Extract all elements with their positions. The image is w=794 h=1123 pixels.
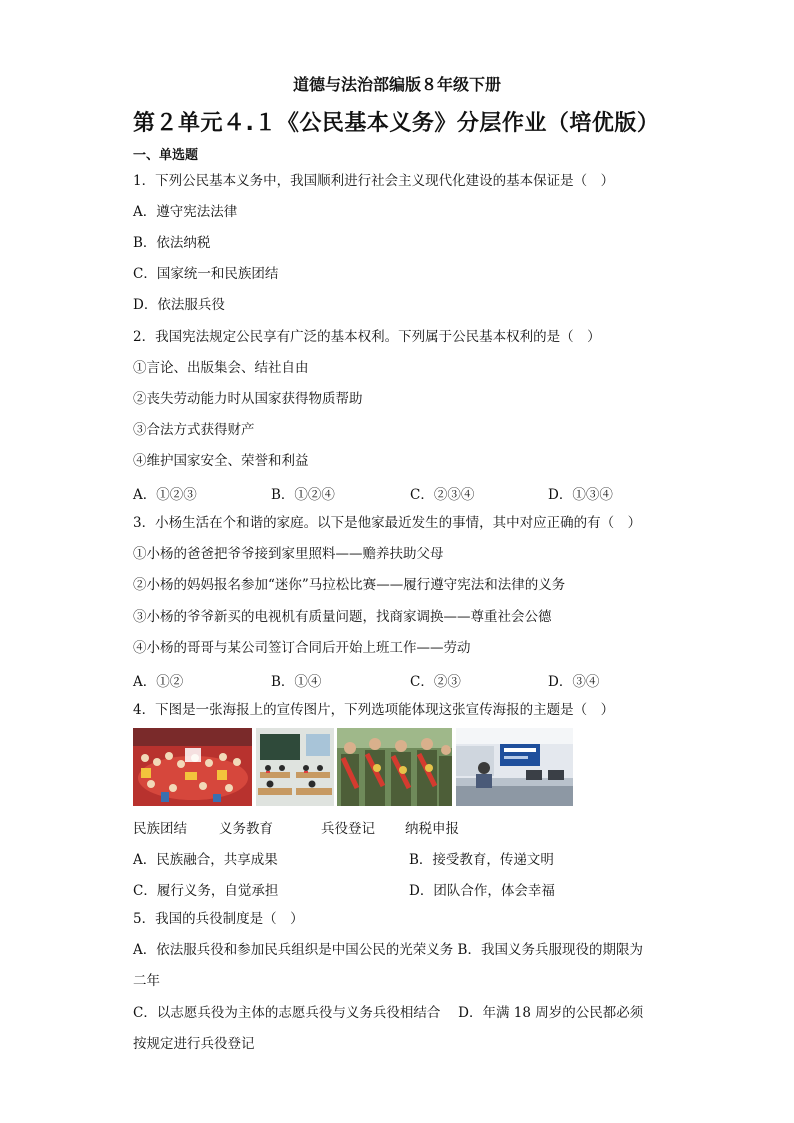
question-3-item: ②小杨的妈妈报名参加“迷你”马拉松比赛——履行遵守宪法和法律的义务: [133, 577, 566, 593]
question-5-options-line: 二年: [133, 973, 160, 989]
classroom-photo: [256, 728, 334, 806]
question-1-option-c: C．国家统一和民族团结: [133, 266, 279, 282]
section-heading: 一、单选题: [133, 148, 199, 163]
ethnic-unity-photo: [133, 728, 252, 806]
question-5-options-line: A．依法服兵役和参加民兵组织是中国公民的光荣义务 B．我国义务兵服现役的期限为: [133, 942, 643, 958]
question-3-item: ③小杨的爷爷新买的电视机有质量问题，找商家调换——尊重社会公德: [133, 609, 552, 625]
question-2-item: ③合法方式获得财产: [133, 422, 255, 438]
question-2-option-d: D．①③④: [548, 487, 613, 503]
question-3-item: ④小杨的哥哥与某公司签订合同后开始上班工作——劳动: [133, 640, 471, 656]
question-2-option-c: C．②③④: [410, 487, 475, 503]
tax-declaration-photo: [456, 728, 573, 806]
photo-caption-compulsory-education: 义务教育: [219, 821, 273, 837]
question-3-option-b: B．①④: [271, 674, 322, 690]
question-1-option-d: D．依法服兵役: [133, 297, 225, 313]
question-2-item: ①言论、出版集会、结社自由: [133, 360, 309, 376]
question-2-option-b: B．①②④: [271, 487, 335, 503]
question-2-option-a: A．①②③: [133, 487, 197, 503]
question-3-stem: 3．小杨生活在个和谐的家庭。以下是他家最近发生的事情，其中对应正确的有（ ）: [133, 515, 642, 531]
question-3-item: ①小杨的爸爸把爷爷接到家里照料——赡养扶助父母: [133, 546, 444, 562]
question-2-stem: 2．我国宪法规定公民享有广泛的基本权利。下列属于公民基本权利的是（ ）: [133, 329, 601, 345]
question-2-item: ②丧失劳动能力时从国家获得物质帮助: [133, 391, 363, 407]
question-3-option-d: D．③④: [548, 674, 600, 690]
question-1-stem: 1．下列公民基本义务中，我国顺利进行社会主义现代化建设的基本保证是（ ）: [133, 173, 615, 189]
question-4-option-b: B．接受教育，传递文明: [409, 852, 554, 868]
poster-photo-strip: [133, 728, 573, 806]
question-5-stem: 5．我国的兵役制度是（ ）: [133, 911, 304, 927]
question-1-option-a: A．遵守宪法法律: [133, 204, 238, 220]
question-4-option-c: C．履行义务，自觉承担: [133, 883, 279, 899]
document-title: 第２单元４.１《公民基本义务》分层作业（培优版）: [133, 111, 660, 136]
photo-caption-ethnic-unity: 民族团结: [133, 821, 187, 837]
question-3-option-a: A．①②: [133, 674, 184, 690]
question-3-option-c: C．②③: [410, 674, 461, 690]
question-4-stem: 4．下图是一张海报上的宣传图片，下列选项能体现这张宣传海报的主题是（ ）: [133, 702, 615, 718]
question-2-item: ④维护国家安全、荣誉和利益: [133, 453, 309, 469]
question-4-option-d: D．团队合作，体会幸福: [409, 883, 555, 899]
question-1-option-b: B．依法纳税: [133, 235, 211, 251]
question-5-options-line: C．以志愿兵役为主体的志愿兵役与义务兵役相结合 D．年满 18 周岁的公民都必须: [133, 1005, 644, 1021]
photo-caption-tax-declaration: 纳税申报: [405, 821, 459, 837]
document-subtitle: 道德与法治部编版８年级下册: [292, 75, 501, 94]
question-4-option-a: A．民族融合，共享成果: [133, 852, 278, 868]
question-5-options-line: 按规定进行兵役登记: [133, 1036, 255, 1052]
photo-caption-military-registration: 兵役登记: [321, 821, 375, 837]
military-registration-photo: [337, 728, 452, 806]
